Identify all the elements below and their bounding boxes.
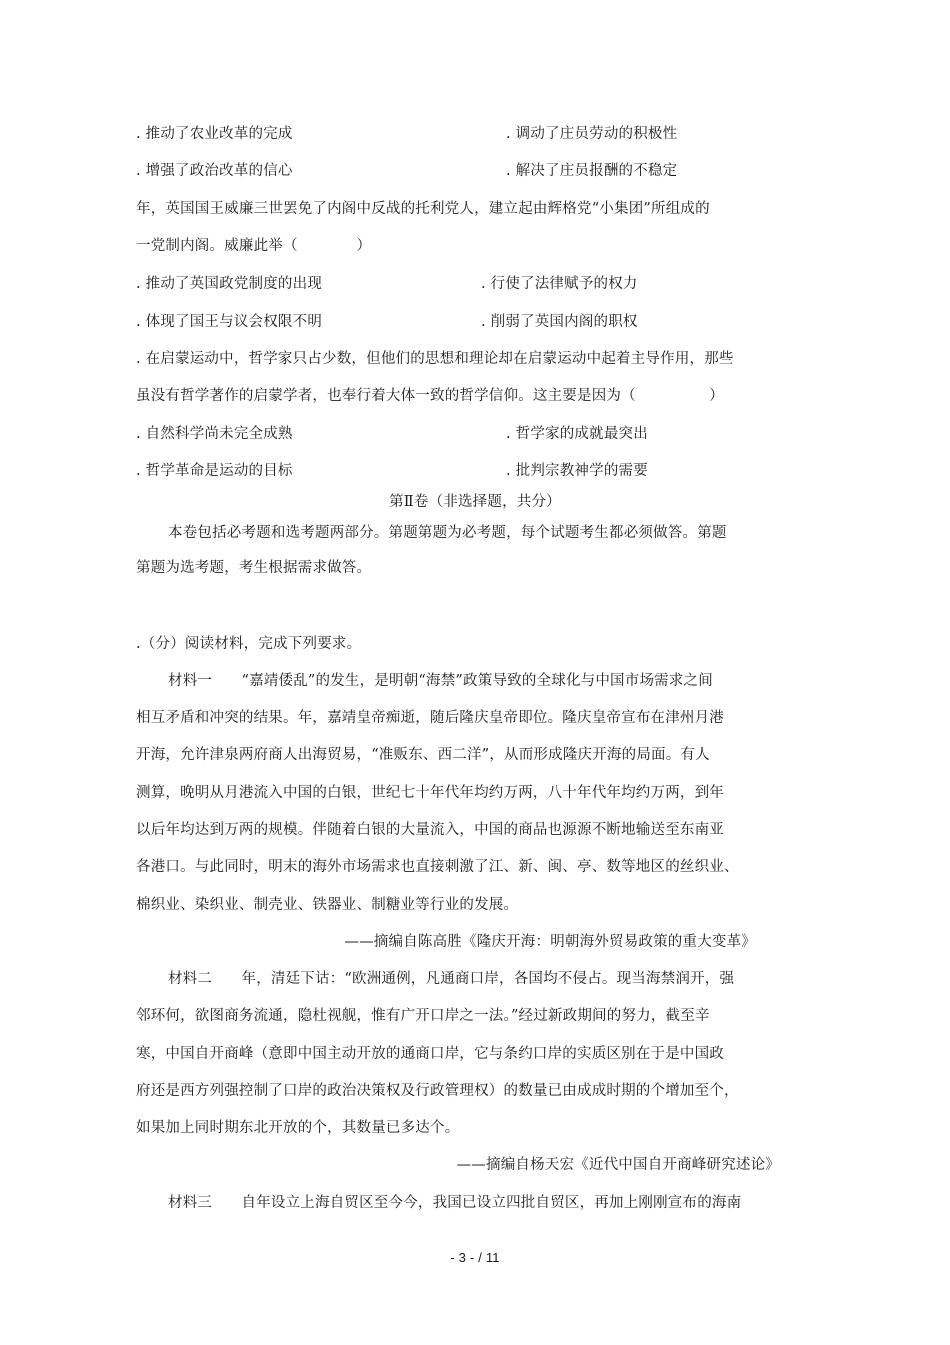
question-stem: 虽没有哲学著作的启蒙学者，也奉行着大体一致的哲学信仰。这主要是因为（ ） [136, 388, 724, 404]
question-stem: . 在启蒙运动中，哲学家只占少数，但他们的思想和理论却在启蒙运动中起着主导作用，那些 [136, 351, 734, 367]
material-two-source: ——摘编自杨天宏《近代中国自开商峰研究述论》 [456, 1157, 780, 1173]
material-one-text: 以后年均达到万两的规模。伴随着白银的大量流入，中国的商品也源源不断地输送至东南亚 [136, 822, 724, 838]
material-two-text: 如果加上同时期东北开放的个，其数量已多达个。 [136, 1120, 460, 1136]
option-a: . 推动了英国政党制度的出现 [136, 276, 323, 292]
option-b: . 行使了法律赋予的权力 [481, 276, 638, 292]
option-d: . 批判宗教神学的需要 [506, 463, 648, 479]
section-intro: 本卷包括必考题和选考题两部分。第题第题为必考题，每个试题考生都必须做答。第题 [168, 525, 727, 541]
option-b: . 调动了庄员劳动的积极性 [506, 126, 678, 142]
material-one-text: 相互矛盾和冲突的结果。年，嘉靖皇帝痴逝，随后隆庆皇帝即位。隆庆皇帝宣布在津州月港 [136, 710, 724, 726]
material-one-source: ——摘编自陈高胜《隆庆开海：明朝海外贸易政策的重大变革》 [344, 934, 756, 950]
option-a: . 自然科学尚未完全成熟 [136, 426, 293, 442]
question-stem: .（分）阅读材料，完成下列要求。 [136, 636, 362, 652]
option-d: . 解决了庄员报酬的不稳定 [506, 163, 678, 179]
material-two-text: 邻环何，欲图商务流通，隐杜视舰，惟有广开口岸之一法。”经过新政期间的努力，截至辛 [136, 1008, 710, 1024]
option-c: . 体现了国王与议会权限不明 [136, 314, 323, 330]
material-two-text: 府还是西方列强控制了口岸的政治决策权及行政管理权）的数量已由成成时期的个增加至个， [136, 1083, 739, 1099]
material-one-text: 材料一 “嘉靖倭乱”的发生，是明朝“海禁”政策导致的全球化与中国市场需求之间 [168, 673, 713, 689]
material-two-text: 材料二 年，清廷下诂：“欧洲通例，凡通商口岸，各国均不侵占。现当海禁润开，强 [168, 971, 735, 987]
question-stem: 一党制内阁。威廉此举（ ） [136, 238, 372, 254]
option-c: . 增强了政治改革的信心 [136, 163, 293, 179]
material-two-text: 寒，中国自开商峰（意即中国主动开放的通商口岸，它与条约口岸的实质区别在于是中国政 [136, 1046, 724, 1062]
option-d: . 削弱了英国内阁的职权 [481, 314, 638, 330]
section-title: 第Ⅱ卷（非选择题，共分） [389, 494, 561, 510]
material-one-text: 各港口。与此同时，明末的海外市场需求也直接刺激了江、新、闽、亭、数等地区的丝织业、 [136, 859, 739, 875]
option-b: . 哲学家的成就最突出 [506, 426, 648, 442]
material-one-text: 测算，晚明从月港流入中国的白银，世纪七十年代年均约万两，八十年代年均约万两，到年 [136, 785, 724, 801]
question-stem: 年，英国国王威廉三世罢免了内阁中反战的托利党人，建立起由辉格党“小集团”所组成的 [136, 201, 710, 217]
section-intro: 第题为选考题，考生根据需求做答。 [136, 560, 372, 576]
option-a: . 推动了农业改革的完成 [136, 126, 293, 142]
page-number: - 3 - / 11 [450, 1250, 500, 1265]
material-one-text: 开海，允许津泉两府商人出海贸易，“准贩东、西二洋”，从而形成隆庆开海的局面。有人 [136, 747, 710, 763]
option-c: . 哲学革命是运动的目标 [136, 463, 293, 479]
material-three-text: 材料三 自年设立上海自贸区至今今，我国已设立四批自贸区，再加上刚刚宣布的海南 [168, 1195, 742, 1211]
material-one-text: 棉织业、染织业、制壳业、铁器业、制糖业等行业的发展。 [136, 897, 519, 913]
